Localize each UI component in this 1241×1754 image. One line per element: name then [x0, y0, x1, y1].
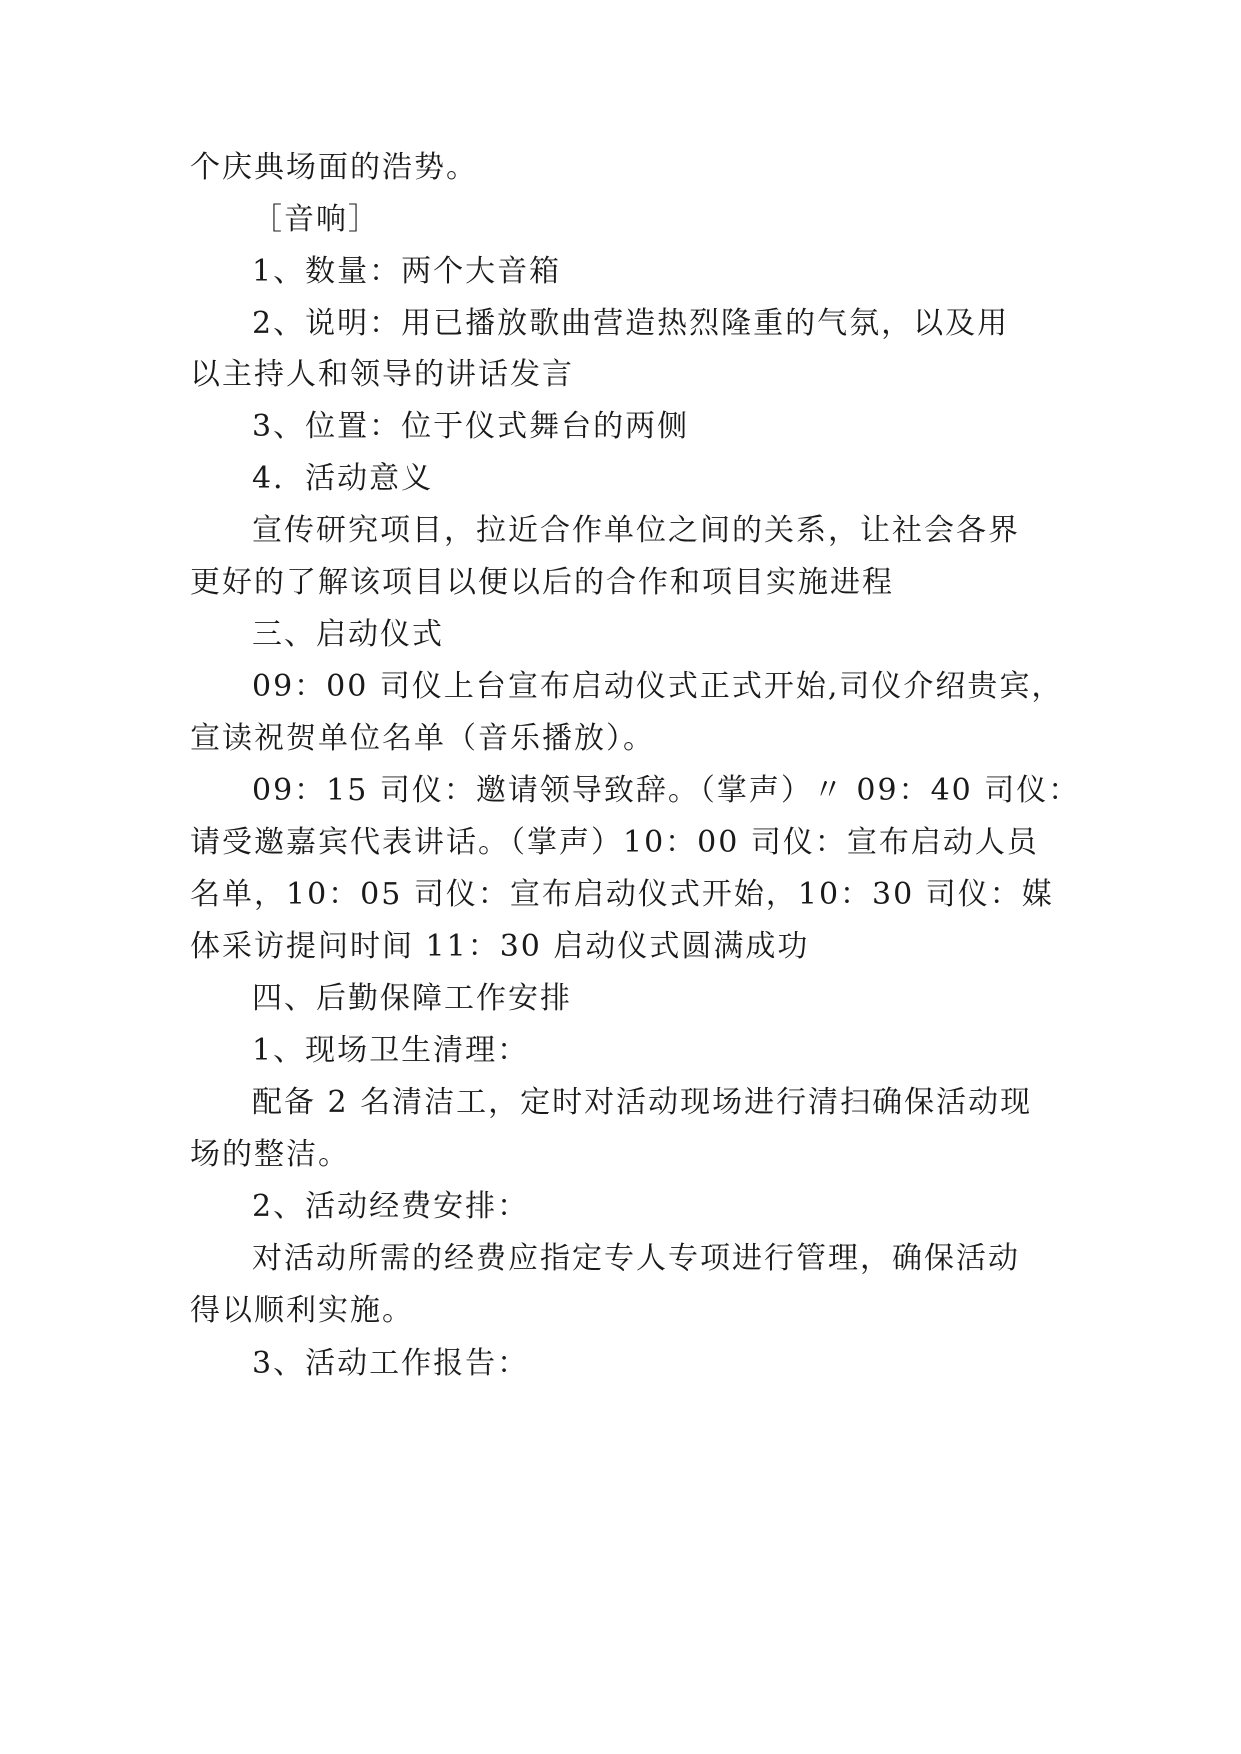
paragraph-line: 体采访提问时间 11：30 启动仪式圆满成功: [190, 929, 810, 964]
section-heading-significance: 4．活动意义: [252, 461, 434, 496]
paragraph-line: 宣传研究项目，拉近合作单位之间的关系，让社会各界: [252, 513, 1020, 548]
paragraph-line: 09：15 司仪：邀请领导致辞。（掌声）〃 09：40 司仪：: [252, 773, 1081, 808]
paragraph-line: 请受邀嘉宾代表讲话。（掌声）10：00 司仪：宣布启动人员: [190, 825, 1039, 860]
paragraph-line: 1、数量：两个大音箱: [252, 254, 562, 289]
paragraph-line: 场的整洁。: [190, 1137, 350, 1172]
paragraph-line: 1、现场卫生清理：: [252, 1033, 530, 1068]
paragraph-line: 更好的了解该项目以便以后的合作和项目实施进程: [190, 565, 894, 600]
paragraph-line: 对活动所需的经费应指定专人专项进行管理，确保活动: [252, 1241, 1020, 1276]
section-heading-logistics: 四、后勤保障工作安排: [252, 981, 572, 1016]
section-heading-audio: ［音响］: [252, 202, 380, 237]
paragraph-line: 得以顺利实施。: [190, 1293, 414, 1328]
paragraph-line: 以主持人和领导的讲话发言: [190, 357, 574, 392]
paragraph-line: 2、活动经费安排：: [252, 1189, 530, 1224]
section-heading-launch-ceremony: 三、启动仪式: [252, 617, 444, 652]
document-page: [190, 0, 1081, 1754]
paragraph-line: 3、活动工作报告：: [252, 1346, 530, 1381]
paragraph-line: 3、位置：位于仪式舞台的两侧: [252, 409, 690, 444]
paragraph-line: 名单，10：05 司仪：宣布启动仪式开始，10：30 司仪：媒: [190, 877, 1054, 912]
paragraph-line: 个庆典场面的浩势。: [190, 150, 478, 185]
paragraph-line: 配备 2 名清洁工，定时对活动现场进行清扫确保活动现: [252, 1085, 1033, 1120]
paragraph-line: 2、说明：用已播放歌曲营造热烈隆重的气氛，以及用: [252, 306, 1010, 341]
paragraph-line: 09：00 司仪上台宣布启动仪式正式开始,司仪介绍贵宾，: [252, 669, 1064, 704]
paragraph-line: 宣读祝贺单位名单（音乐播放）。: [190, 721, 655, 756]
